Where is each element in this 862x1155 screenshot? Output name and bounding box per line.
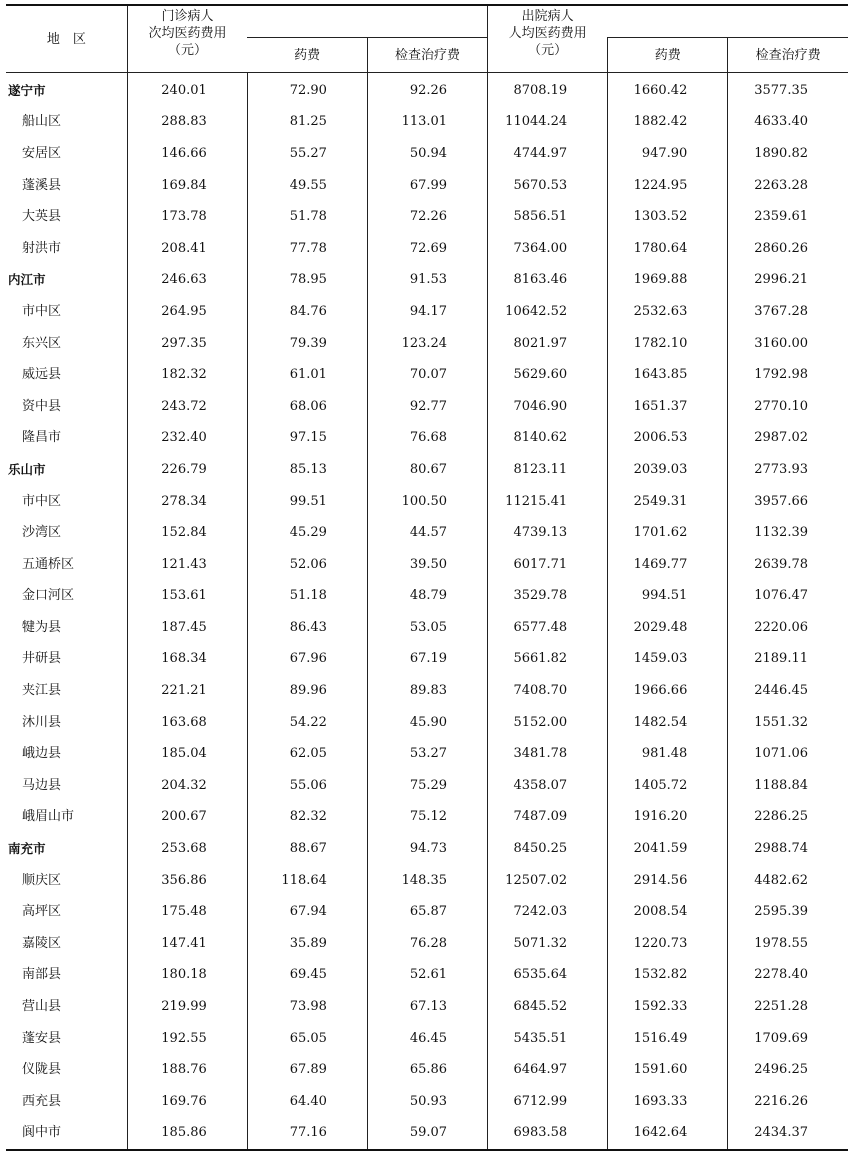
- inpatient-drug-cell: 2006.53: [608, 423, 728, 455]
- inpatient-exam-cell: 2278.40: [728, 960, 848, 992]
- outpatient-drug-cell: 118.64: [247, 865, 367, 897]
- inpatient-cost-cell: 8450.25: [488, 833, 608, 865]
- inpatient-cost-cell: 8021.97: [488, 328, 608, 360]
- inpatient-drug-cell: 1701.62: [608, 517, 728, 549]
- outpatient-exam-cell: 94.17: [367, 296, 487, 328]
- outpatient-drug-cell: 68.06: [247, 391, 367, 423]
- outpatient-exam-cell: 39.50: [367, 549, 487, 581]
- outpatient-exam-cell: 148.35: [367, 865, 487, 897]
- outpatient-exam-cell: 67.13: [367, 991, 487, 1023]
- header-outpatient-line1: 门诊病人: [161, 9, 214, 24]
- inpatient-drug-cell: 1966.66: [608, 675, 728, 707]
- outpatient-exam-cell: 48.79: [367, 581, 487, 613]
- header-outpatient-cost: [127, 5, 247, 73]
- inpatient-cost-cell: 5629.60: [488, 359, 608, 391]
- outpatient-cost-cell: 288.83: [127, 107, 247, 139]
- header-outpatient-drug: 药费: [294, 47, 321, 63]
- table-row: [6, 201, 848, 233]
- inpatient-exam-cell: 3577.35: [728, 73, 848, 107]
- table-row: [6, 960, 848, 992]
- inpatient-exam-cell: 2639.78: [728, 549, 848, 581]
- inpatient-cost-cell: 5152.00: [488, 707, 608, 739]
- outpatient-drug-cell: 82.32: [247, 802, 367, 834]
- outpatient-drug-cell: 72.90: [247, 73, 367, 107]
- outpatient-cost-cell: 243.72: [127, 391, 247, 423]
- inpatient-exam-cell: 4482.62: [728, 865, 848, 897]
- outpatient-cost-cell: 153.61: [127, 581, 247, 613]
- inpatient-cost-cell: 11044.24: [488, 107, 608, 139]
- inpatient-exam-cell: 1978.55: [728, 928, 848, 960]
- inpatient-cost-cell: 4358.07: [488, 770, 608, 802]
- region-name-cell: 南充市: [8, 841, 46, 857]
- table-row: [6, 675, 848, 707]
- outpatient-exam-cell: 72.26: [367, 201, 487, 233]
- outpatient-drug-cell: 51.18: [247, 581, 367, 613]
- table-row: [6, 391, 848, 423]
- outpatient-exam-cell: 75.12: [367, 802, 487, 834]
- inpatient-exam-cell: 2860.26: [728, 233, 848, 265]
- outpatient-cost-cell: 356.86: [127, 865, 247, 897]
- outpatient-drug-cell: 64.40: [247, 1086, 367, 1118]
- inpatient-cost-cell: 6845.52: [488, 991, 608, 1023]
- region-name-cell: 资中县: [22, 398, 62, 414]
- region-name-cell: 营山县: [22, 999, 62, 1015]
- header-region: 地 区: [6, 5, 127, 73]
- inpatient-drug-cell: 1643.85: [608, 359, 728, 391]
- outpatient-drug-cell: 65.05: [247, 1023, 367, 1055]
- inpatient-cost-cell: 7046.90: [488, 391, 608, 423]
- table-row-city: [6, 454, 848, 486]
- table-row: [6, 896, 848, 928]
- outpatient-exam-cell: 67.99: [367, 170, 487, 202]
- inpatient-drug-cell: 1220.73: [608, 928, 728, 960]
- outpatient-cost-cell: 163.68: [127, 707, 247, 739]
- region-name-cell: 犍为县: [22, 619, 62, 635]
- region-name-cell: 蓬安县: [22, 1030, 62, 1046]
- region-name-cell: 市中区: [22, 303, 62, 319]
- inpatient-drug-cell: 1592.33: [608, 991, 728, 1023]
- inpatient-drug-cell: 2029.48: [608, 612, 728, 644]
- table-row: [6, 138, 848, 170]
- inpatient-exam-cell: 3160.00: [728, 328, 848, 360]
- inpatient-cost-cell: 7364.00: [488, 233, 608, 265]
- header-inpatient-line1: 出院病人: [521, 9, 574, 24]
- outpatient-exam-cell: 92.26: [367, 73, 487, 107]
- inpatient-exam-cell: 2988.74: [728, 833, 848, 865]
- outpatient-cost-cell: 246.63: [127, 265, 247, 297]
- inpatient-drug-cell: 1516.49: [608, 1023, 728, 1055]
- inpatient-exam-cell: 1076.47: [728, 581, 848, 613]
- inpatient-drug-cell: 2041.59: [608, 833, 728, 865]
- outpatient-cost-cell: 182.32: [127, 359, 247, 391]
- outpatient-drug-cell: 62.05: [247, 738, 367, 770]
- inpatient-cost-cell: 6712.99: [488, 1086, 608, 1118]
- outpatient-drug-cell: 55.06: [247, 770, 367, 802]
- outpatient-drug-cell: 84.76: [247, 296, 367, 328]
- outpatient-cost-cell: 253.68: [127, 833, 247, 865]
- inpatient-exam-cell: 2189.11: [728, 644, 848, 676]
- inpatient-exam-cell: 2595.39: [728, 896, 848, 928]
- table-row: [6, 612, 848, 644]
- inpatient-drug-cell: 2549.31: [608, 486, 728, 518]
- outpatient-cost-cell: 185.04: [127, 738, 247, 770]
- header-outpatient-group: [247, 5, 487, 38]
- outpatient-cost-cell: 180.18: [127, 960, 247, 992]
- inpatient-drug-cell: 1459.03: [608, 644, 728, 676]
- inpatient-cost-cell: 5670.53: [488, 170, 608, 202]
- inpatient-drug-cell: 1882.42: [608, 107, 728, 139]
- outpatient-drug-cell: 85.13: [247, 454, 367, 486]
- outpatient-drug-cell: 45.29: [247, 517, 367, 549]
- inpatient-cost-cell: 7408.70: [488, 675, 608, 707]
- inpatient-drug-cell: 2914.56: [608, 865, 728, 897]
- header-inpatient-group: [608, 5, 848, 38]
- outpatient-exam-cell: 75.29: [367, 770, 487, 802]
- outpatient-drug-cell: 67.96: [247, 644, 367, 676]
- outpatient-drug-cell: 51.78: [247, 201, 367, 233]
- inpatient-drug-cell: 994.51: [608, 581, 728, 613]
- region-name-cell: 峨眉山市: [22, 809, 75, 825]
- inpatient-exam-cell: 2220.06: [728, 612, 848, 644]
- region-name-cell: 金口河区: [22, 588, 75, 604]
- outpatient-drug-cell: 52.06: [247, 549, 367, 581]
- outpatient-exam-cell: 50.94: [367, 138, 487, 170]
- outpatient-exam-cell: 53.05: [367, 612, 487, 644]
- table-row: [6, 865, 848, 897]
- inpatient-exam-cell: 2359.61: [728, 201, 848, 233]
- outpatient-drug-cell: 86.43: [247, 612, 367, 644]
- inpatient-exam-cell: 2446.45: [728, 675, 848, 707]
- outpatient-exam-cell: 46.45: [367, 1023, 487, 1055]
- outpatient-cost-cell: 121.43: [127, 549, 247, 581]
- table-row: [6, 707, 848, 739]
- table-row-city: [6, 73, 848, 107]
- outpatient-drug-cell: 54.22: [247, 707, 367, 739]
- inpatient-exam-cell: 2263.28: [728, 170, 848, 202]
- outpatient-exam-cell: 123.24: [367, 328, 487, 360]
- inpatient-exam-cell: 1132.39: [728, 517, 848, 549]
- inpatient-drug-cell: 2008.54: [608, 896, 728, 928]
- table-row: [6, 549, 848, 581]
- outpatient-drug-cell: 77.78: [247, 233, 367, 265]
- region-name-cell: 阆中市: [6, 1118, 127, 1151]
- outpatient-drug-cell: 78.95: [247, 265, 367, 297]
- region-name-cell: 五通桥区: [22, 556, 75, 572]
- table-row: [6, 991, 848, 1023]
- inpatient-cost-cell: 5435.51: [488, 1023, 608, 1055]
- table-row: [6, 107, 848, 139]
- outpatient-drug-cell: 73.98: [247, 991, 367, 1023]
- inpatient-exam-cell: 1551.32: [728, 707, 848, 739]
- table-row: [6, 296, 848, 328]
- inpatient-drug-cell: 1591.60: [608, 1054, 728, 1086]
- outpatient-exam-cell: 94.73: [367, 833, 487, 865]
- inpatient-drug-cell: 1642.64: [608, 1118, 728, 1151]
- inpatient-cost-cell: 5856.51: [488, 201, 608, 233]
- inpatient-drug-cell: 1651.37: [608, 391, 728, 423]
- outpatient-exam-cell: 113.01: [367, 107, 487, 139]
- inpatient-exam-cell: 2773.93: [728, 454, 848, 486]
- header-inpatient-line2: 人均医药费用: [508, 26, 587, 41]
- inpatient-drug-cell: 1482.54: [608, 707, 728, 739]
- outpatient-cost-cell: 297.35: [127, 328, 247, 360]
- outpatient-cost-cell: 219.99: [127, 991, 247, 1023]
- inpatient-cost-cell: 6983.58: [488, 1118, 608, 1151]
- outpatient-exam-cell: 91.53: [367, 265, 487, 297]
- table-row: [6, 423, 848, 455]
- table-row: [6, 738, 848, 770]
- inpatient-cost-cell: 7487.09: [488, 802, 608, 834]
- inpatient-cost-cell: 4739.13: [488, 517, 608, 549]
- outpatient-drug-cell: 77.16: [247, 1118, 367, 1151]
- inpatient-cost-cell: 6464.97: [488, 1054, 608, 1086]
- inpatient-cost-cell: 8708.19: [488, 73, 608, 107]
- outpatient-drug-cell: 81.25: [247, 107, 367, 139]
- region-name-cell: 射洪市: [22, 240, 62, 256]
- header-outpatient-line2: 次均医药费用: [148, 26, 227, 41]
- outpatient-drug-cell: 67.89: [247, 1054, 367, 1086]
- inpatient-exam-cell: 2996.21: [728, 265, 848, 297]
- outpatient-drug-cell: 67.94: [247, 896, 367, 928]
- inpatient-cost-cell: 3529.78: [488, 581, 608, 613]
- region-name-cell: 南部县: [22, 967, 62, 983]
- header-inpatient-cost: [488, 5, 608, 73]
- outpatient-drug-cell: 79.39: [247, 328, 367, 360]
- region-name-cell: 遂宁市: [8, 82, 46, 98]
- table-row: [6, 359, 848, 391]
- header-inpatient-exam: 检查治疗费: [728, 38, 848, 73]
- outpatient-cost-cell: 204.32: [127, 770, 247, 802]
- outpatient-exam-cell: 80.67: [367, 454, 487, 486]
- inpatient-cost-cell: 5071.32: [488, 928, 608, 960]
- outpatient-exam-cell: 70.07: [367, 359, 487, 391]
- outpatient-exam-cell: 89.83: [367, 675, 487, 707]
- outpatient-drug-cell: 35.89: [247, 928, 367, 960]
- region-name-cell: 安居区: [22, 145, 62, 161]
- outpatient-exam-cell: 65.86: [367, 1054, 487, 1086]
- inpatient-exam-cell: 1071.06: [728, 738, 848, 770]
- inpatient-cost-cell: 6535.64: [488, 960, 608, 992]
- outpatient-exam-cell: 59.07: [367, 1118, 487, 1151]
- outpatient-cost-cell: 146.66: [127, 138, 247, 170]
- inpatient-cost-cell: 8123.11: [488, 454, 608, 486]
- table-row-city: [6, 265, 848, 297]
- outpatient-exam-cell: 76.68: [367, 423, 487, 455]
- outpatient-cost-cell: 240.01: [127, 73, 247, 107]
- region-name-cell: 嘉陵区: [22, 935, 62, 951]
- outpatient-cost-cell: 187.45: [127, 612, 247, 644]
- outpatient-cost-cell: 147.41: [127, 928, 247, 960]
- inpatient-exam-cell: 2987.02: [728, 423, 848, 455]
- table-row: [6, 770, 848, 802]
- outpatient-drug-cell: 88.67: [247, 833, 367, 865]
- table-header: [6, 5, 848, 73]
- inpatient-drug-cell: 1303.52: [608, 201, 728, 233]
- region-name-cell: 大英县: [22, 209, 62, 225]
- region-name-cell: 东兴区: [22, 335, 62, 351]
- inpatient-drug-cell: 1532.82: [608, 960, 728, 992]
- region-name-cell: 高坪区: [22, 904, 62, 920]
- outpatient-cost-cell: 221.21: [127, 675, 247, 707]
- region-name-cell: 沙湾区: [22, 525, 62, 541]
- inpatient-exam-cell: 1890.82: [728, 138, 848, 170]
- table-row: [6, 644, 848, 676]
- inpatient-exam-cell: 1709.69: [728, 1023, 848, 1055]
- inpatient-exam-cell: 2496.25: [728, 1054, 848, 1086]
- inpatient-drug-cell: 2039.03: [608, 454, 728, 486]
- outpatient-exam-cell: 72.69: [367, 233, 487, 265]
- inpatient-exam-cell: 2434.37: [728, 1118, 848, 1151]
- inpatient-exam-cell: 4633.40: [728, 107, 848, 139]
- inpatient-exam-cell: 2251.28: [728, 991, 848, 1023]
- header-inpatient-unit: （元）: [528, 43, 568, 58]
- outpatient-cost-cell: 173.78: [127, 201, 247, 233]
- header-inpatient-drug: 药费: [608, 38, 728, 73]
- outpatient-exam-cell: 76.28: [367, 928, 487, 960]
- outpatient-cost-cell: 152.84: [127, 517, 247, 549]
- inpatient-drug-cell: 2532.63: [608, 296, 728, 328]
- outpatient-cost-cell: 200.67: [127, 802, 247, 834]
- region-name-cell: 隆昌市: [22, 430, 62, 446]
- region-name-cell: 马边县: [22, 777, 62, 793]
- outpatient-exam-cell: 52.61: [367, 960, 487, 992]
- outpatient-exam-cell: 100.50: [367, 486, 487, 518]
- inpatient-drug-cell: 947.90: [608, 138, 728, 170]
- region-name-cell: 乐山市: [8, 461, 46, 477]
- outpatient-exam-cell: 53.27: [367, 738, 487, 770]
- outpatient-exam-cell: 65.87: [367, 896, 487, 928]
- outpatient-cost-cell: 208.41: [127, 233, 247, 265]
- outpatient-cost-cell: 168.34: [127, 644, 247, 676]
- region-name-cell: 内江市: [8, 272, 46, 288]
- outpatient-exam-cell: 45.90: [367, 707, 487, 739]
- inpatient-drug-cell: 1224.95: [608, 170, 728, 202]
- header-outpatient-unit: （元）: [167, 43, 207, 58]
- region-name-cell: 仪陇县: [22, 1062, 62, 1078]
- outpatient-cost-cell: 175.48: [127, 896, 247, 928]
- inpatient-cost-cell: 10642.52: [488, 296, 608, 328]
- table-row: [6, 1054, 848, 1086]
- inpatient-exam-cell: 2216.26: [728, 1086, 848, 1118]
- outpatient-drug-cell: 55.27: [247, 138, 367, 170]
- table-row: [6, 1086, 848, 1118]
- region-name-cell: 峨边县: [22, 746, 62, 762]
- inpatient-drug-cell: 1469.77: [608, 549, 728, 581]
- region-name-cell: 蓬溪县: [22, 177, 62, 193]
- table-row: [6, 517, 848, 549]
- table-row-city: [6, 833, 848, 865]
- inpatient-cost-cell: 6577.48: [488, 612, 608, 644]
- inpatient-cost-cell: 12507.02: [488, 865, 608, 897]
- region-name-cell: 市中区: [22, 493, 62, 509]
- inpatient-cost-cell: 3481.78: [488, 738, 608, 770]
- inpatient-drug-cell: 981.48: [608, 738, 728, 770]
- region-name-cell: 沐川县: [22, 714, 62, 730]
- table-row: [6, 170, 848, 202]
- inpatient-exam-cell: 2286.25: [728, 802, 848, 834]
- region-name-cell: 西充县: [22, 1093, 62, 1109]
- medical-cost-table: [6, 4, 848, 1151]
- outpatient-cost-cell: 169.76: [127, 1086, 247, 1118]
- inpatient-cost-cell: 7242.03: [488, 896, 608, 928]
- region-name-cell: 威远县: [22, 367, 62, 383]
- inpatient-exam-cell: 2770.10: [728, 391, 848, 423]
- outpatient-drug-cell: 97.15: [247, 423, 367, 455]
- region-name-cell: 夹江县: [22, 683, 62, 699]
- inpatient-drug-cell: 1969.88: [608, 265, 728, 297]
- inpatient-cost-cell: 11215.41: [488, 486, 608, 518]
- table-row: [6, 1023, 848, 1055]
- region-name-cell: 井研县: [22, 651, 62, 667]
- outpatient-cost-cell: 232.40: [127, 423, 247, 455]
- inpatient-cost-cell: 8163.46: [488, 265, 608, 297]
- inpatient-drug-cell: 1782.10: [608, 328, 728, 360]
- table-row: [6, 581, 848, 613]
- outpatient-drug-cell: 69.45: [247, 960, 367, 992]
- outpatient-exam-cell: 50.93: [367, 1086, 487, 1118]
- outpatient-cost-cell: 264.95: [127, 296, 247, 328]
- outpatient-drug-cell: 89.96: [247, 675, 367, 707]
- inpatient-drug-cell: 1405.72: [608, 770, 728, 802]
- inpatient-exam-cell: 1792.98: [728, 359, 848, 391]
- outpatient-cost-cell: 278.34: [127, 486, 247, 518]
- outpatient-cost-cell: 192.55: [127, 1023, 247, 1055]
- table-body: [6, 73, 848, 1151]
- table-row: [6, 328, 848, 360]
- table-row: [6, 928, 848, 960]
- region-name-cell: 顺庆区: [22, 872, 62, 888]
- inpatient-drug-cell: 1916.20: [608, 802, 728, 834]
- inpatient-exam-cell: 3957.66: [728, 486, 848, 518]
- outpatient-cost-cell: 185.86: [127, 1118, 247, 1151]
- outpatient-cost-cell: 226.79: [127, 454, 247, 486]
- outpatient-exam-cell: 67.19: [367, 644, 487, 676]
- table-row: [6, 233, 848, 265]
- inpatient-exam-cell: 1188.84: [728, 770, 848, 802]
- outpatient-cost-cell: 188.76: [127, 1054, 247, 1086]
- inpatient-drug-cell: 1780.64: [608, 233, 728, 265]
- inpatient-drug-cell: 1693.33: [608, 1086, 728, 1118]
- inpatient-drug-cell: 1660.42: [608, 73, 728, 107]
- inpatient-cost-cell: 8140.62: [488, 423, 608, 455]
- table-row: [6, 486, 848, 518]
- inpatient-cost-cell: 4744.97: [488, 138, 608, 170]
- outpatient-drug-cell: 61.01: [247, 359, 367, 391]
- outpatient-drug-cell: 49.55: [247, 170, 367, 202]
- outpatient-cost-cell: 169.84: [127, 170, 247, 202]
- table-row: [6, 1118, 848, 1151]
- header-outpatient-exam: 检查治疗费: [367, 38, 487, 73]
- inpatient-cost-cell: 5661.82: [488, 644, 608, 676]
- table-row: [6, 802, 848, 834]
- outpatient-drug-cell: 99.51: [247, 486, 367, 518]
- inpatient-exam-cell: 3767.28: [728, 296, 848, 328]
- region-name-cell: 船山区: [22, 114, 62, 130]
- outpatient-exam-cell: 44.57: [367, 517, 487, 549]
- inpatient-cost-cell: 6017.71: [488, 549, 608, 581]
- outpatient-exam-cell: 92.77: [367, 391, 487, 423]
